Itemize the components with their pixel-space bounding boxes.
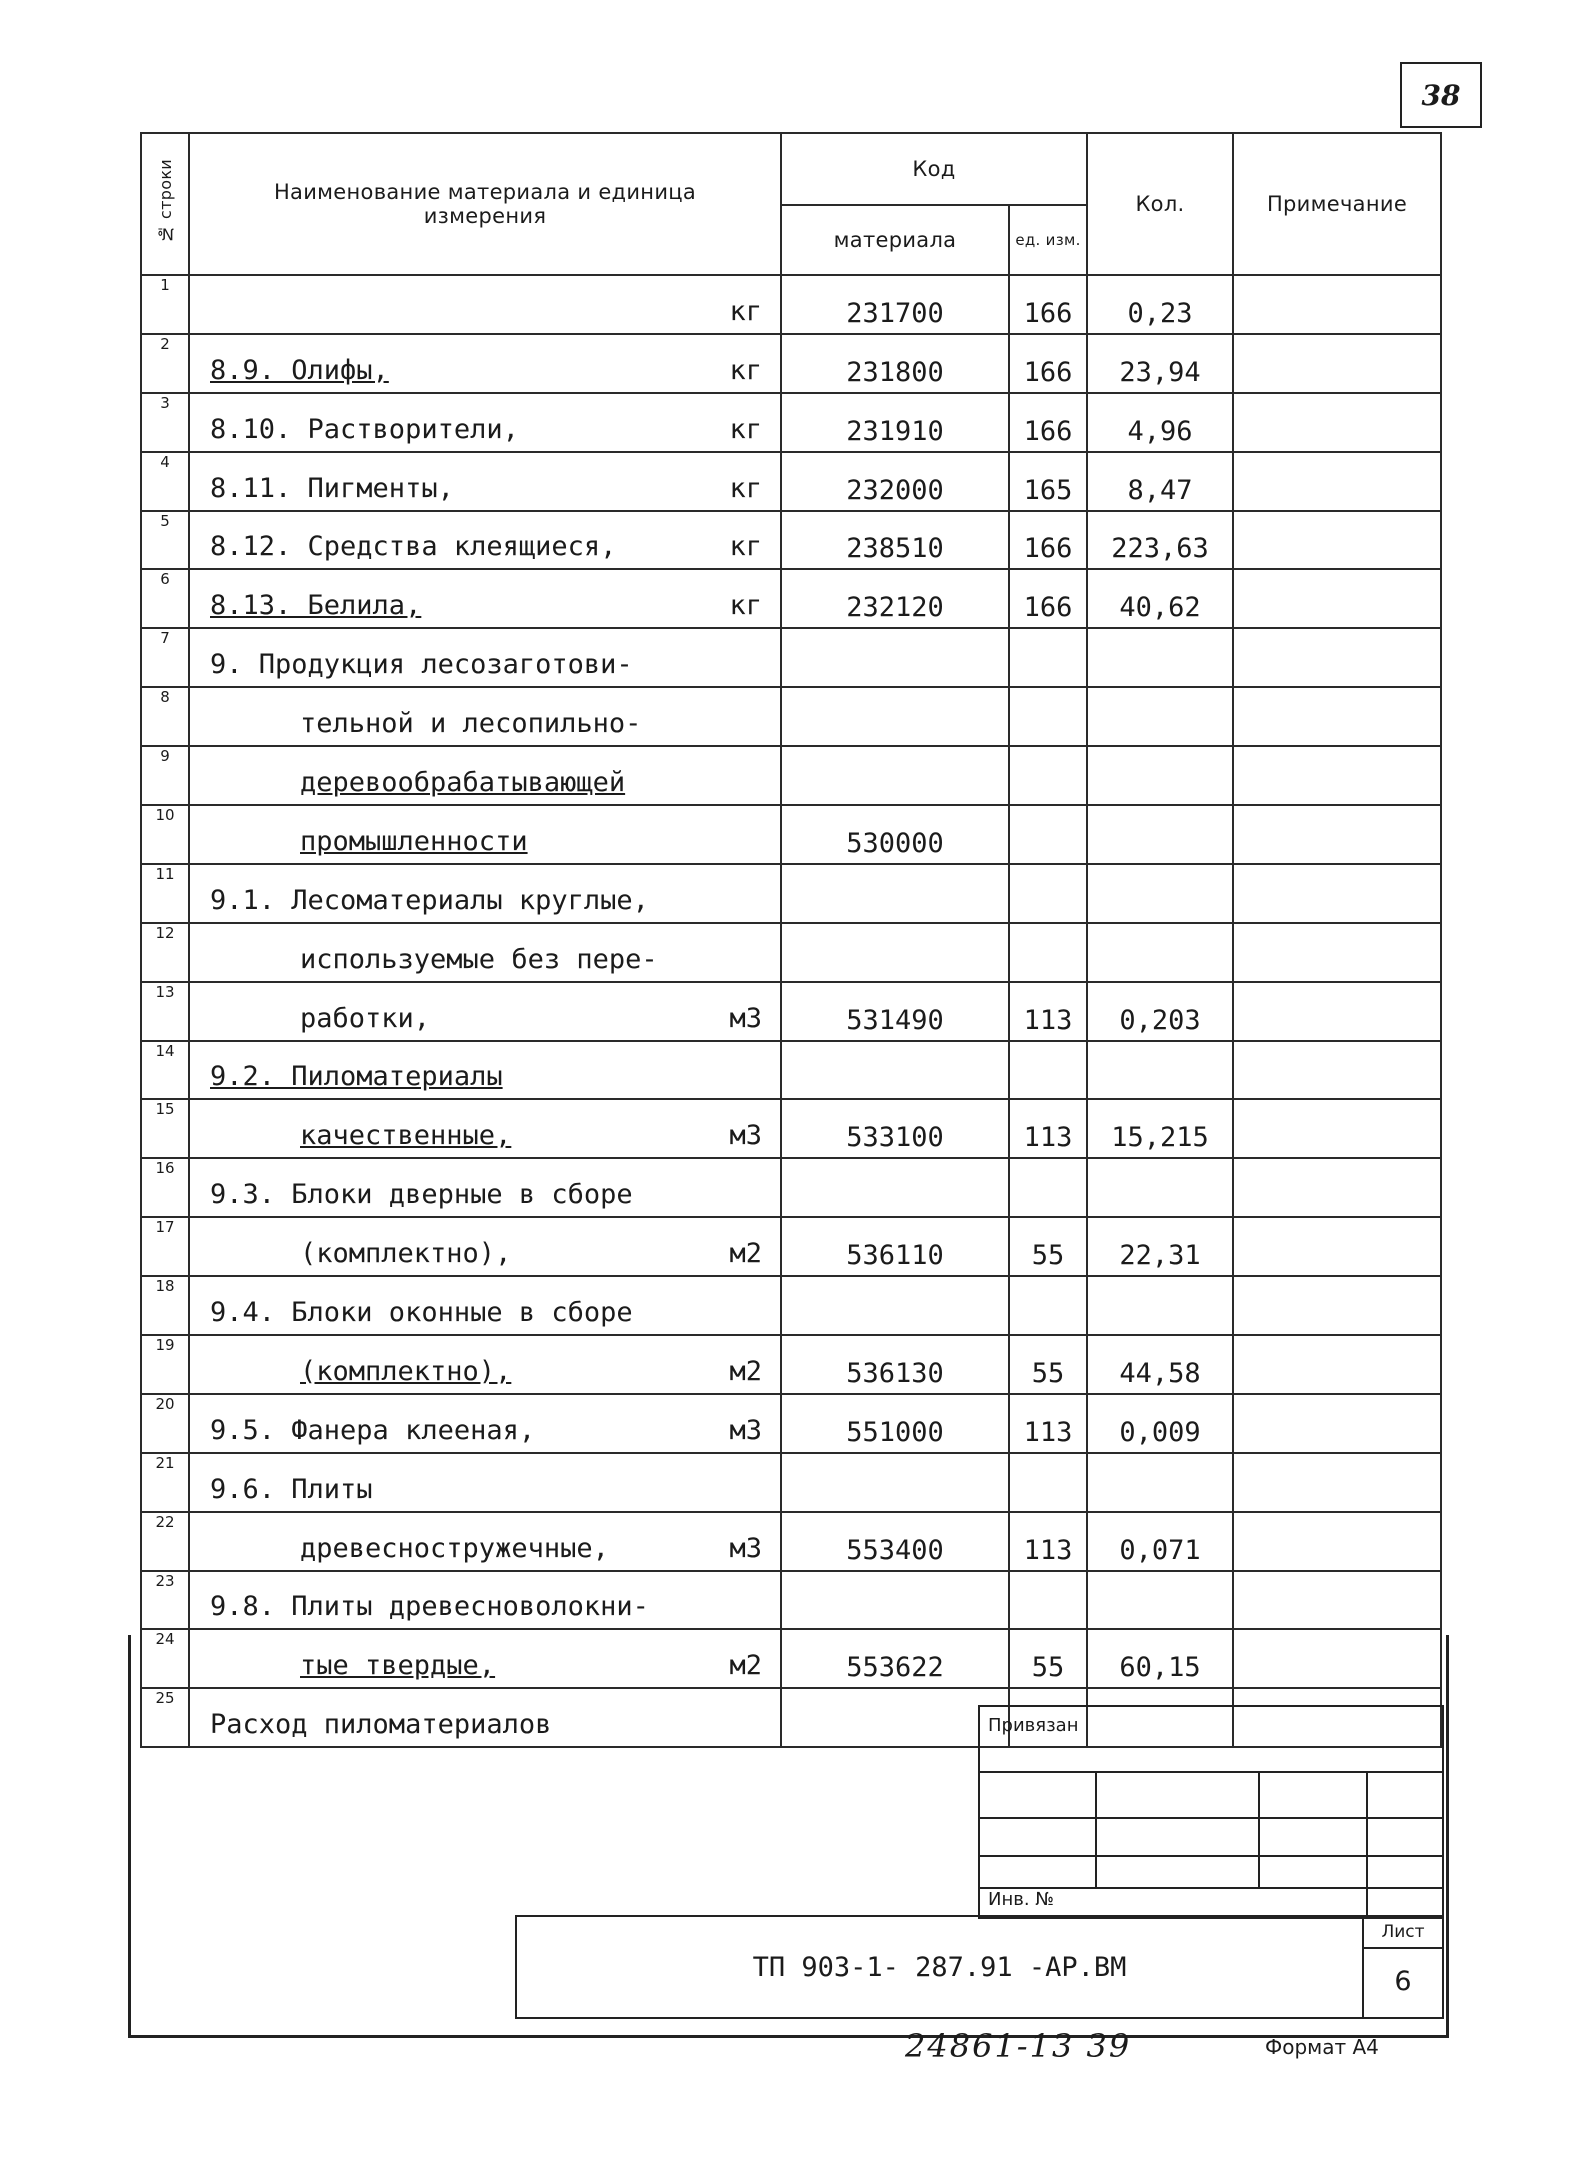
material-unit: м3: [729, 1414, 762, 1446]
material-name: Расход пиломатериалов: [210, 1709, 552, 1741]
note: [1233, 1217, 1441, 1276]
row-number: 16: [141, 1158, 189, 1217]
stamp-inventory-label: Инв. №: [988, 1889, 1055, 1910]
unit-code: 55: [1009, 1217, 1087, 1276]
material-name-cell: [189, 1629, 781, 1688]
unit-code: 55: [1009, 1335, 1087, 1394]
material-name: 8.10. Растворители,: [210, 413, 519, 445]
material-name: 8.9. Олифы,: [210, 354, 389, 386]
material-name-cell: [189, 1158, 781, 1217]
note: [1233, 393, 1441, 452]
row-number: 5: [141, 511, 189, 570]
material-code: 531490: [781, 982, 1009, 1041]
quantity: [1087, 628, 1233, 687]
quantity: 4,96: [1087, 393, 1233, 452]
table-row: [141, 452, 1441, 511]
material-name: 9.5. Фанера клееная,: [210, 1414, 536, 1446]
note: [1233, 1571, 1441, 1630]
material-name: 9.3. Блоки дверные в сборе: [210, 1179, 633, 1211]
material-name-cell: [189, 628, 781, 687]
header-quantity: Кол.: [1087, 133, 1233, 275]
row-number: 17: [141, 1217, 189, 1276]
material-code: [781, 1453, 1009, 1512]
table-row: [141, 1041, 1441, 1100]
unit-code: 166: [1009, 569, 1087, 628]
quantity: 0,203: [1087, 982, 1233, 1041]
material-unit: м2: [729, 1355, 762, 1387]
unit-code: [1009, 1571, 1087, 1630]
materials-table: [140, 132, 1442, 1748]
material-code: [781, 1571, 1009, 1630]
quantity: 0,009: [1087, 1394, 1233, 1453]
note: [1233, 923, 1441, 982]
row-number: 12: [141, 923, 189, 982]
quantity: 44,58: [1087, 1335, 1233, 1394]
row-number: 15: [141, 1099, 189, 1158]
quantity: 0,071: [1087, 1512, 1233, 1571]
note: [1233, 1335, 1441, 1394]
material-name-cell: [189, 923, 781, 982]
quantity: [1087, 687, 1233, 746]
quantity: [1087, 864, 1233, 923]
material-code: 553622: [781, 1629, 1009, 1688]
table-row: [141, 1512, 1441, 1571]
table-body: [141, 275, 1441, 1747]
quantity: [1087, 923, 1233, 982]
material-name: древесностружечные,: [300, 1532, 609, 1564]
note: [1233, 1276, 1441, 1335]
row-number: 10: [141, 805, 189, 864]
unit-code: 166: [1009, 511, 1087, 570]
material-name: 9.2. Пиломатериалы: [210, 1061, 503, 1093]
material-name-cell: [189, 275, 781, 334]
material-name-cell: [189, 1571, 781, 1630]
material-name-cell: [189, 334, 781, 393]
unit-code: 55: [1009, 1629, 1087, 1688]
table-row: [141, 393, 1441, 452]
table-row: [141, 805, 1441, 864]
row-number: 13: [141, 982, 189, 1041]
sheet-label: Лист: [1364, 1917, 1442, 1949]
material-code: 231910: [781, 393, 1009, 452]
note: [1233, 982, 1441, 1041]
table-row: [141, 1571, 1441, 1630]
quantity: 223,63: [1087, 511, 1233, 570]
unit-code: [1009, 687, 1087, 746]
material-name-cell: [189, 393, 781, 452]
material-code: [781, 1041, 1009, 1100]
row-number: 6: [141, 569, 189, 628]
table-header: [141, 133, 1441, 275]
table-row: [141, 1099, 1441, 1158]
table-row: [141, 275, 1441, 334]
unit-code: [1009, 1276, 1087, 1335]
note: [1233, 452, 1441, 511]
header-material: материала: [781, 205, 1009, 275]
note: [1233, 1099, 1441, 1158]
material-name: качественные,: [300, 1120, 512, 1152]
archive-number: 24861-13 39: [905, 2027, 1132, 2065]
material-name-cell: [189, 1512, 781, 1571]
quantity: [1087, 1041, 1233, 1100]
row-number: 14: [141, 1041, 189, 1100]
material-name-cell: [189, 1688, 781, 1747]
row-number: 11: [141, 864, 189, 923]
unit-code: 113: [1009, 982, 1087, 1041]
quantity: 40,62: [1087, 569, 1233, 628]
material-name: (комплектно),: [300, 1355, 512, 1387]
material-code: [781, 1158, 1009, 1217]
material-unit: кг: [729, 295, 762, 327]
material-code: [781, 1276, 1009, 1335]
row-number: 9: [141, 746, 189, 805]
row-number: 23: [141, 1571, 189, 1630]
row-number: 20: [141, 1394, 189, 1453]
format-label: Формат А4: [1265, 2035, 1379, 2059]
page-number: 38: [1400, 62, 1482, 128]
note: [1233, 1041, 1441, 1100]
material-code: 533100: [781, 1099, 1009, 1158]
material-name: 8.11. Пигменты,: [210, 472, 454, 504]
document-code: ТП 903-1- 287.91 -АР.ВМ: [752, 1951, 1127, 1983]
table-row: [141, 1453, 1441, 1512]
note: [1233, 1629, 1441, 1688]
material-unit: м3: [729, 1532, 762, 1564]
unit-code: 166: [1009, 393, 1087, 452]
unit-code: [1009, 805, 1087, 864]
note: [1233, 746, 1441, 805]
table-row: [141, 334, 1441, 393]
material-code: [781, 746, 1009, 805]
material-name: 9. Продукция лесозаготови-: [210, 649, 633, 681]
material-code: 536110: [781, 1217, 1009, 1276]
material-unit: м2: [729, 1238, 762, 1270]
row-number: 25: [141, 1688, 189, 1747]
material-name-cell: [189, 511, 781, 570]
quantity: [1087, 1453, 1233, 1512]
quantity: 15,215: [1087, 1099, 1233, 1158]
material-name-cell: [189, 452, 781, 511]
unit-code: [1009, 1041, 1087, 1100]
quantity: [1087, 746, 1233, 805]
header-code: Код: [781, 133, 1087, 205]
table-row: [141, 1217, 1441, 1276]
unit-code: [1009, 864, 1087, 923]
table-row: [141, 511, 1441, 570]
material-unit: кг: [729, 472, 762, 504]
unit-code: 166: [1009, 275, 1087, 334]
table-row: [141, 569, 1441, 628]
note: [1233, 1512, 1441, 1571]
row-number: 21: [141, 1453, 189, 1512]
unit-code: [1009, 923, 1087, 982]
row-number: 24: [141, 1629, 189, 1688]
unit-code: [1009, 746, 1087, 805]
material-name: промышленности: [300, 825, 528, 857]
material-name-cell: [189, 1041, 781, 1100]
unit-code: [1009, 1158, 1087, 1217]
quantity: 23,94: [1087, 334, 1233, 393]
quantity: [1087, 805, 1233, 864]
table-row: [141, 1394, 1441, 1453]
table-row: [141, 628, 1441, 687]
unit-code: 113: [1009, 1512, 1087, 1571]
table-row: [141, 746, 1441, 805]
stamp-block: [978, 1705, 1444, 1919]
material-code: 238510: [781, 511, 1009, 570]
material-unit: кг: [729, 413, 762, 445]
material-name: используемые без пере-: [300, 943, 658, 975]
material-code: 232000: [781, 452, 1009, 511]
material-name: тельной и лесопильно-: [300, 708, 642, 740]
note: [1233, 864, 1441, 923]
table-row: [141, 923, 1441, 982]
material-code: 231700: [781, 275, 1009, 334]
row-number: 2: [141, 334, 189, 393]
row-number: 8: [141, 687, 189, 746]
material-name: тые твердые,: [300, 1650, 496, 1682]
header-note: Примечание: [1233, 133, 1441, 275]
note: [1233, 275, 1441, 334]
material-name-cell: [189, 1335, 781, 1394]
material-name: 9.1. Лесоматериалы круглые,: [210, 884, 649, 916]
material-name-cell: [189, 1276, 781, 1335]
material-code: [781, 923, 1009, 982]
material-name-cell: [189, 569, 781, 628]
row-number: 18: [141, 1276, 189, 1335]
row-number: 19: [141, 1335, 189, 1394]
material-name-cell: [189, 687, 781, 746]
table-row: [141, 1158, 1441, 1217]
header-unit-code: ед. изм.: [1009, 205, 1087, 275]
unit-code: 113: [1009, 1099, 1087, 1158]
material-code: 553400: [781, 1512, 1009, 1571]
row-number: 22: [141, 1512, 189, 1571]
material-code: [781, 628, 1009, 687]
quantity: 22,31: [1087, 1217, 1233, 1276]
header-row-no: № строки: [141, 133, 189, 275]
table-row: [141, 982, 1441, 1041]
material-code: [781, 687, 1009, 746]
table-row: [141, 864, 1441, 923]
note: [1233, 628, 1441, 687]
material-name-cell: [189, 1099, 781, 1158]
quantity: 8,47: [1087, 452, 1233, 511]
material-unit: м2: [729, 1650, 762, 1682]
material-name-cell: [189, 1217, 781, 1276]
material-unit: кг: [729, 590, 762, 622]
material-code: [781, 1688, 1009, 1747]
table-row: [141, 687, 1441, 746]
sheet-box: [1362, 1917, 1442, 2017]
material-code: [781, 864, 1009, 923]
material-name: (комплектно),: [300, 1238, 512, 1270]
material-name-cell: [189, 864, 781, 923]
unit-code: 113: [1009, 1394, 1087, 1453]
row-number: 3: [141, 393, 189, 452]
note: [1233, 805, 1441, 864]
material-name-cell: [189, 805, 781, 864]
table-row: [141, 1276, 1441, 1335]
table-row: [141, 1335, 1441, 1394]
row-number: 1: [141, 275, 189, 334]
material-name-cell: [189, 982, 781, 1041]
quantity: 0,23: [1087, 275, 1233, 334]
material-code: 530000: [781, 805, 1009, 864]
material-name: работки,: [300, 1002, 431, 1034]
table-row: [141, 1629, 1441, 1688]
row-number: 7: [141, 628, 189, 687]
stamp-attached-label: Привязан: [988, 1715, 1079, 1736]
material-unit: кг: [729, 354, 762, 386]
sheet-number: 6: [1394, 1966, 1412, 1997]
quantity: [1087, 1158, 1233, 1217]
material-name-cell: [189, 1394, 781, 1453]
note: [1233, 687, 1441, 746]
material-name: 9.8. Плиты древесноволокни-: [210, 1591, 649, 1623]
material-code: 231800: [781, 334, 1009, 393]
material-name: деревообрабатывающей: [300, 767, 626, 799]
material-code: 551000: [781, 1394, 1009, 1453]
quantity: 60,15: [1087, 1629, 1233, 1688]
material-name: 8.13. Белила,: [210, 590, 422, 622]
note: [1233, 334, 1441, 393]
material-code: 232120: [781, 569, 1009, 628]
unit-code: 166: [1009, 334, 1087, 393]
note: [1233, 1158, 1441, 1217]
unit-code: [1009, 628, 1087, 687]
header-name: Наименование материала и единица измерения: [189, 133, 781, 275]
note: [1233, 511, 1441, 570]
material-name-cell: [189, 746, 781, 805]
note: [1233, 1394, 1441, 1453]
material-unit: м3: [729, 1002, 762, 1034]
material-name: 8.12. Средства клеящиеся,: [210, 531, 617, 563]
title-block: [515, 1915, 1444, 2019]
material-unit: м3: [729, 1120, 762, 1152]
material-name: 9.6. Плиты: [210, 1473, 373, 1505]
material-code: 536130: [781, 1335, 1009, 1394]
material-name-cell: [189, 1453, 781, 1512]
note: [1233, 1453, 1441, 1512]
quantity: [1087, 1571, 1233, 1630]
note: [1233, 569, 1441, 628]
unit-code: [1009, 1453, 1087, 1512]
unit-code: 165: [1009, 452, 1087, 511]
quantity: [1087, 1276, 1233, 1335]
row-number: 4: [141, 452, 189, 511]
material-unit: кг: [729, 531, 762, 563]
material-name: 9.4. Блоки оконные в сборе: [210, 1297, 633, 1329]
